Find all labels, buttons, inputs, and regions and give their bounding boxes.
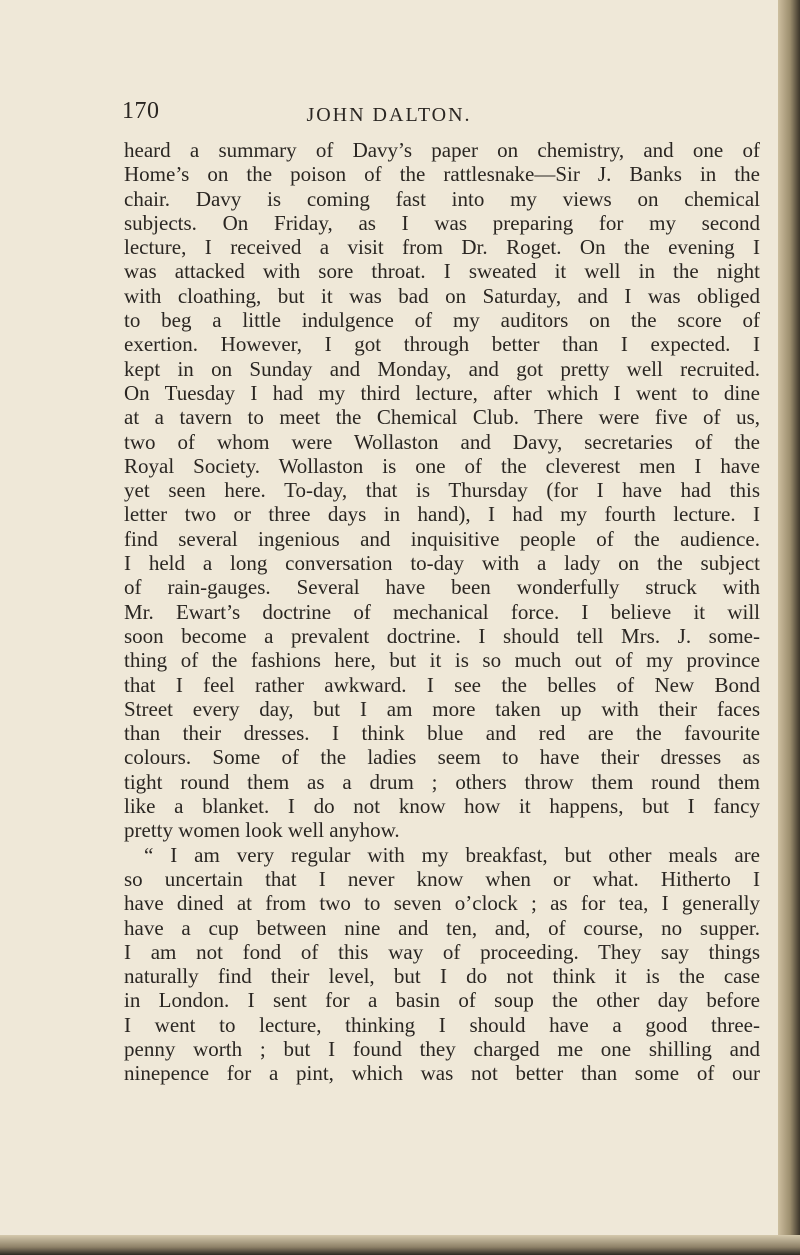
text-line: On Tuesday I had my third lecture, after which I went to dine	[124, 380, 760, 405]
text-line: I am not fond of this way of proceeding. They say things	[124, 939, 760, 964]
text-line: of rain-gauges. Several have been wonderfully struck with	[124, 575, 760, 600]
text-line: Mr. Ewart’s doctrine of mechanical force. I believe it will	[124, 599, 760, 624]
text-line: exertion. However, I got through better than I expected. I	[124, 332, 760, 357]
text-line: pretty women look well anyhow.	[124, 818, 400, 843]
text-line: subjects. On Friday, as I was preparing for my second	[124, 210, 760, 235]
page-edge-shadow	[778, 0, 800, 1255]
text-line: lecture, I received a visit from Dr. Roget. On the evening I	[124, 235, 760, 260]
text-line: to beg a little indulgence of my auditors on the score of	[124, 308, 760, 333]
text-line: that I feel rather awkward. I see the belles of New Bond	[124, 672, 760, 697]
text-line: with cloathing, but it was bad on Saturday, and I was obliged	[124, 283, 760, 308]
text-line: tight round them as a drum ; others throw them round them	[124, 769, 760, 794]
text-line: was attacked with sore throat. I sweated it well in the night	[124, 259, 760, 284]
text-line: “ I am very regular with my breakfast, but other meals are	[144, 842, 760, 867]
text-line: Royal Society. Wollaston is one of the cleverest men I have	[124, 453, 760, 478]
text-line: at a tavern to meet the Chemical Club. There were five of us,	[124, 405, 760, 430]
text-line: Street every day, but I am more taken up with their faces	[124, 696, 760, 721]
page-bottom-shadow	[0, 1235, 800, 1255]
text-line: two of whom were Wollaston and Davy, secretaries of the	[124, 429, 760, 454]
text-line: naturally find their level, but I do not think it is the case	[124, 964, 760, 989]
text-line: I held a long conversation to-day with a lady on the subject	[124, 551, 760, 576]
text-line: find several ingenious and inquisitive people of the audience.	[124, 526, 760, 551]
text-line: Home’s on the poison of the rattlesnake—Sir J. Banks in the	[124, 162, 760, 187]
text-line: in London. I sent for a basin of soup the other day before	[124, 988, 760, 1013]
text-line: have dined at from two to seven o’clock ; as for tea, I generally	[124, 891, 760, 916]
text-line: colours. Some of the ladies seem to have their dresses as	[124, 745, 760, 770]
running-head: JOHN DALTON.	[306, 104, 472, 126]
page-number: 170	[122, 98, 160, 124]
text-line: than their dresses. I think blue and red are the favourite	[124, 721, 760, 746]
text-line: kept in on Sunday and Monday, and got pretty well recruited.	[124, 356, 760, 381]
text-line: yet seen here. To-day, that is Thursday (for I have had this	[124, 478, 760, 503]
text-line: penny worth ; but I found they charged me one shilling and	[124, 1036, 760, 1061]
text-line: heard a summary of Davy’s paper on chemistry, and one of	[124, 138, 760, 162]
text-line: letter two or three days in hand), I had my fourth lecture. I	[124, 502, 760, 527]
text-line: chair. Davy is coming fast into my views on chemical	[124, 186, 760, 211]
text-line: thing of the fashions here, but it is so much out of my province	[124, 648, 760, 673]
body-text	[124, 138, 760, 1086]
text-line: ninepence for a pint, which was not better than some of our	[124, 1061, 760, 1086]
text-line: I went to lecture, thinking I should have a good three-	[124, 1012, 760, 1037]
text-line: soon become a prevalent doctrine. I should tell Mrs. J. some-	[124, 623, 760, 648]
text-line: like a blanket. I do not know how it happens, but I fancy	[124, 794, 760, 819]
text-line: have a cup between nine and ten, and, of course, no supper.	[124, 915, 760, 940]
text-line: so uncertain that I never know when or what. Hitherto I	[124, 866, 760, 891]
